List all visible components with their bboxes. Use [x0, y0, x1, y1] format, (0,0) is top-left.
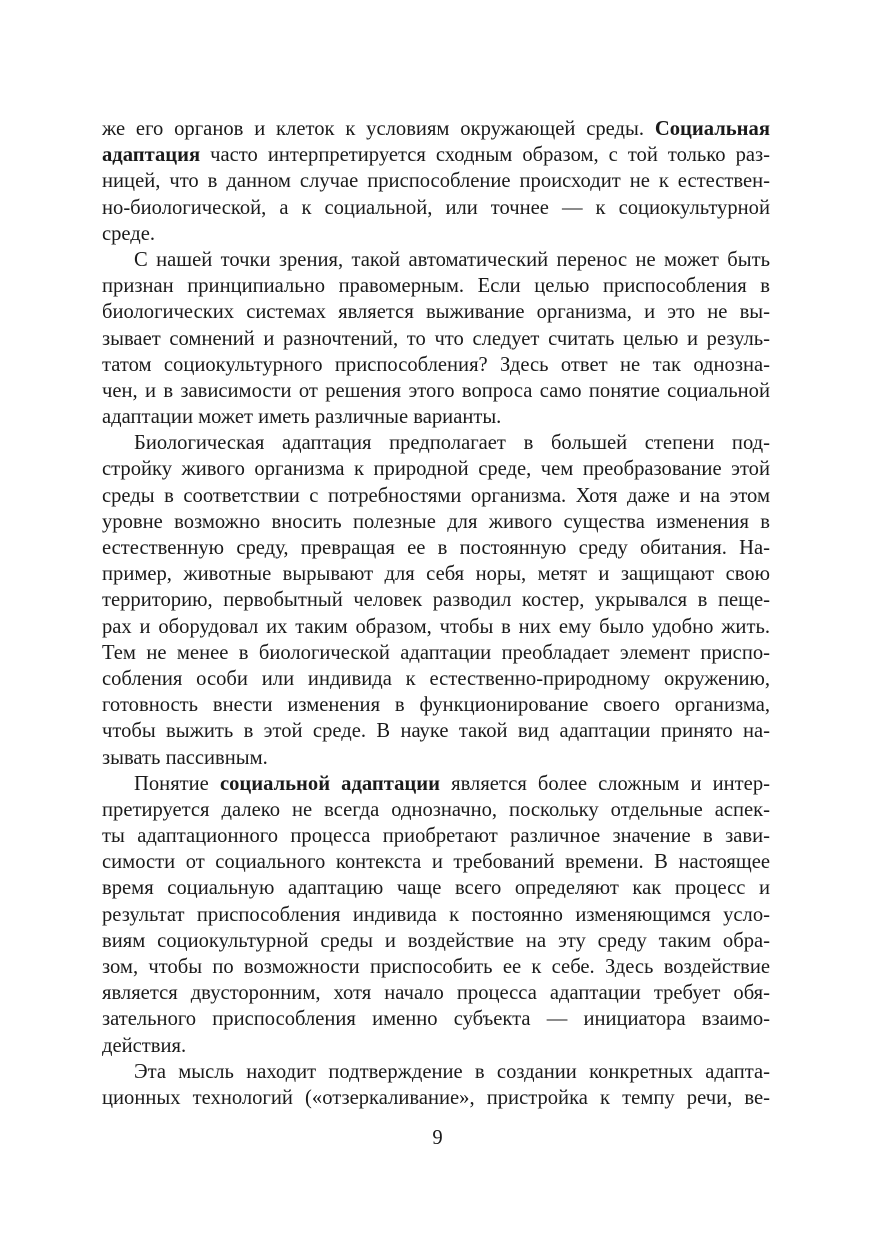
text-line — [102, 273, 770, 299]
text-line — [102, 666, 770, 692]
text-line — [102, 430, 770, 456]
text-run: ницей, что в данном случае приспособление происходит не к естествен- — [102, 170, 770, 193]
text-run: рах и оборудовал их таким образом, чтобы в них ему было удобно жить. — [102, 615, 770, 638]
text-line — [102, 299, 770, 325]
text-run: чен, и в зависимости от решения этого вопроса само понятие социальной — [102, 379, 770, 402]
text-line — [102, 745, 770, 771]
text-run: зом, чтобы по возможности приспособить ее к себе. Здесь воздействие — [102, 956, 770, 978]
text-run: виям социокультурной среды и воздействие на эту среду таким обра- — [102, 929, 770, 952]
text-line — [102, 483, 770, 509]
text-line — [102, 1085, 770, 1111]
text-run: стройку живого организма к природной среде, чем преобразование этой — [102, 458, 770, 481]
text-line — [102, 823, 770, 849]
text-run: татом социокультурного приспособления? Здесь ответ не так однозна- — [102, 353, 770, 376]
text-line — [102, 535, 770, 561]
text-line — [102, 718, 770, 744]
text-run: адаптации может иметь различные варианты. — [102, 406, 502, 429]
text-line — [102, 587, 770, 613]
text-line — [102, 1059, 770, 1085]
text-run: но-биологической, а к социальной, или точнее — к социокультурной — [102, 196, 770, 219]
text-run: же его органов и клеток к условиям окружающей среды. — [102, 118, 655, 140]
text-run: территорию, первобытный человек разводил костер, укрывался в пеще- — [102, 589, 770, 612]
page-number: 9 — [432, 1127, 443, 1149]
text-run: является двусторонним, хотя начало процесса адаптации требует обя- — [102, 982, 770, 1005]
text-line — [102, 797, 770, 823]
text-line — [102, 771, 770, 797]
paragraph — [102, 247, 770, 430]
text-line — [102, 116, 770, 142]
text-run: ты адаптационного процесса приобретают различное значение в зави- — [102, 825, 770, 848]
text-run: собления особи или индивида к естественно-природному окружению, — [102, 667, 770, 690]
text-line — [102, 902, 770, 928]
text-line — [102, 614, 770, 640]
text-line — [102, 980, 770, 1006]
text-line — [102, 928, 770, 954]
text-run: среды в соответствии с потребностями организма. Хотя даже и на этом — [102, 484, 770, 507]
text-run: ционных технологий («отзеркаливание», пристройка к темпу речи, ве- — [102, 1086, 770, 1109]
text-run: Эта мысль находит подтверждение в создании конкретных адапта- — [134, 1060, 770, 1083]
text-run: является более сложным и интер- — [440, 772, 770, 795]
text-run: Понятие — [134, 772, 220, 795]
bold-term: социальной адаптации — [219, 772, 441, 795]
text-line — [102, 378, 770, 404]
bold-term: Социальная — [654, 118, 770, 140]
text-run: зывать пассивным. — [102, 746, 268, 769]
text-line — [102, 221, 770, 247]
text-line — [102, 1006, 770, 1032]
paragraph — [102, 771, 770, 1059]
text-run: пример, животные вырывают для себя норы, метят и защищают свою — [102, 563, 770, 586]
text-line — [102, 195, 770, 221]
text-run: зательного приспособления именно субъекта — инициатора взаимо- — [102, 1008, 770, 1031]
text-line — [102, 168, 770, 194]
text-run: результат приспособления индивида к постоянно изменяющимся усло- — [102, 903, 770, 926]
text-line — [102, 142, 770, 168]
text-line — [102, 875, 770, 901]
text-line — [102, 561, 770, 587]
text-run: время социальную адаптацию чаще всего определяют как процесс и — [102, 877, 770, 900]
text-run: признан принципиально правомерным. Если целью приспособления в — [102, 275, 770, 298]
text-line — [102, 954, 770, 980]
text-run: С нашей точки зрения, такой автоматический перенос не может быть — [134, 248, 770, 271]
paragraph — [102, 116, 770, 247]
text-line — [102, 509, 770, 535]
text-line — [102, 456, 770, 482]
bold-term: адаптация — [102, 144, 201, 167]
text-line — [102, 352, 770, 378]
text-run: симости от социального контекста и требований времени. В настоящее — [102, 851, 770, 874]
text-run: естественную среду, превращая ее в постоянную среду обитания. На- — [102, 537, 770, 559]
text-line — [102, 692, 770, 718]
text-run: часто интерпретируется сходным образом, с той только раз- — [200, 144, 770, 167]
text-run: Тем не менее в биологической адаптации преобладает элемент приспо- — [102, 641, 770, 664]
paragraph — [102, 1059, 770, 1111]
text-run: уровне возможно вносить полезные для живого существа изменения в — [102, 510, 770, 533]
text-line — [102, 326, 770, 352]
text-run: готовность внести изменения в функционирование своего организма, — [102, 694, 770, 717]
text-run: Биологическая адаптация предполагает в большей степени под- — [134, 432, 770, 455]
text-line — [102, 1033, 770, 1059]
text-run: действия. — [102, 1034, 187, 1057]
text-run: претируется далеко не всегда однозначно, поскольку отдельные аспек- — [102, 798, 770, 821]
text-line — [102, 640, 770, 666]
page-text — [102, 116, 770, 1111]
paragraph — [102, 430, 770, 770]
text-line — [102, 247, 770, 273]
text-run: среде. — [102, 222, 156, 245]
text-run: чтобы выжить в этой среде. В науке такой вид адаптации принято на- — [102, 720, 770, 743]
text-line — [102, 404, 770, 430]
text-run: зывает сомнений и разночтений, то что следует считать целью и резуль- — [102, 327, 770, 350]
text-line — [102, 849, 770, 875]
text-run: биологических системах является выживание организма, и это не вы- — [102, 301, 770, 324]
